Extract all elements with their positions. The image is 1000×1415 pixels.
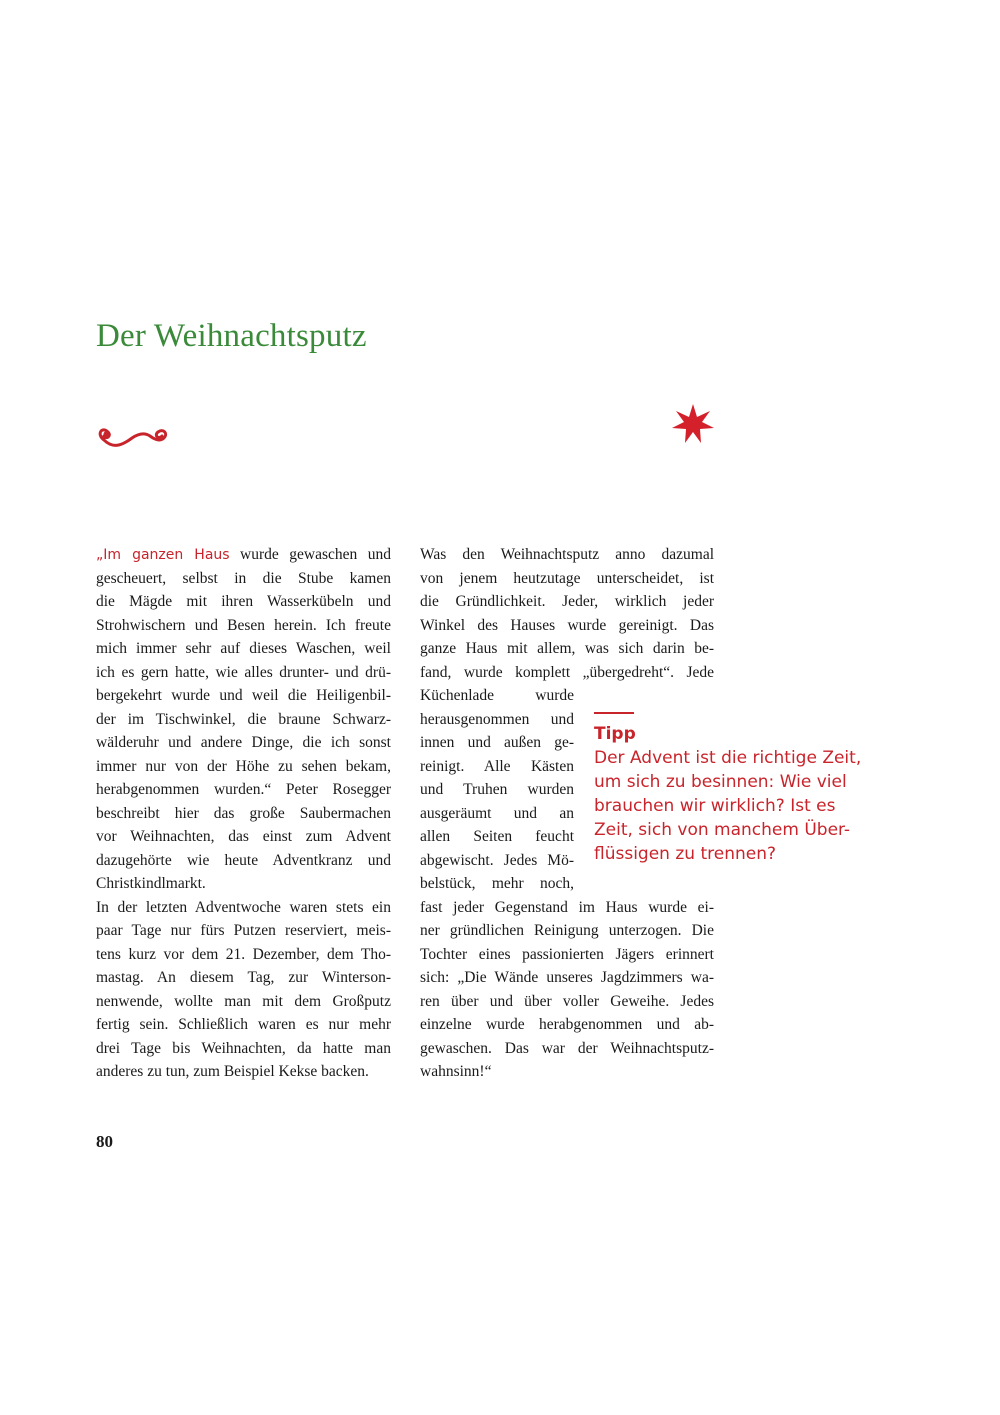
tip-line: brauchen wir wirklich? Ist es [594, 796, 836, 816]
text-line: vor Weihnachten, das einst zum Advent [96, 828, 391, 845]
text-line: Küchenlade wurde [420, 687, 574, 704]
tip-rule [594, 712, 634, 714]
text-line: der im Tischwinkel, die braune Schwarz- [96, 710, 391, 728]
text-line: die Mägde mit ihren Wasserkübeln und [96, 593, 391, 610]
text-line: Winkel des Hauses wurde gereinigt. Das [420, 616, 714, 634]
text-line: und Truhen wurden [420, 781, 574, 798]
tip-line: um sich zu besinnen: Wie viel [594, 772, 847, 792]
quote-highlight: „Im ganzen Haus [96, 547, 230, 563]
text-line: fertig sein. Schließlich waren es nur mehr [96, 1016, 391, 1033]
star-icon [670, 402, 716, 448]
text-line: belstück, mehr noch, [420, 875, 574, 892]
text-line: wahnsinn!“ [420, 1063, 492, 1080]
text-line: sich: „Die Wände unseres Jagdzimmers wa- [420, 969, 714, 986]
text-line: beschreibt hier das große Saubermachen [96, 804, 391, 822]
tip-box [594, 712, 894, 866]
text-line: von jenem heutzutage unterscheidet, ist [420, 569, 714, 587]
text-line: die Gründlichkeit. Jeder, wirklich jeder [420, 593, 714, 610]
swirl-ornament-icon [94, 424, 170, 454]
text-line: wälderuhr und andere Dinge, die ich sonst [96, 734, 391, 751]
tip-line: flüssigen zu trennen? [594, 844, 776, 864]
body-column-left [96, 543, 391, 1084]
text-line: immer nur von der Höhe zu sehen bekam, [96, 757, 391, 775]
text-line: Was den Weihnachtsputz anno dazumal [420, 546, 714, 563]
page-title: Der Weihnachtsputz [96, 318, 367, 354]
text-line: fand, wurde komplett „übergedreht“. Jede [420, 663, 714, 681]
text-line: ganze Haus mit allem, was sich darin be- [420, 640, 714, 657]
text-line: Christkindlmarkt. [96, 875, 206, 892]
text-line: Tochter eines passionierten Jägers erinnert [420, 945, 714, 963]
text-line: gewaschen. Das war der Weihnachtsputz- [420, 1039, 714, 1057]
text-line: reinigt. Alle Kästen [420, 757, 574, 775]
text-line: bergekehrt wurde und weil die Heiligenbil- [96, 687, 391, 704]
text-line: allen Seiten feucht [420, 828, 574, 845]
text-line: anderes zu tun, zum Beispiel Kekse backen. [96, 1063, 369, 1080]
text-line: In der letzten Adventwoche waren stets ein [96, 898, 391, 916]
text-line: ren über und über voller Geweihe. Jedes [420, 992, 714, 1010]
text-line: tens kurz vor dem 21. Dezember, dem Tho- [96, 945, 391, 963]
tip-line: Der Advent ist die richtige Zeit, [594, 748, 862, 768]
text-line: herabgenommen wurden.“ Peter Rosegger [96, 781, 391, 798]
text-line: ner gründlichen Reinigung unterzogen. Die [420, 922, 714, 939]
text-line: drei Tage bis Weihnachten, da hatte man [96, 1039, 391, 1057]
text-line: dazugehörte wie heute Adventkranz und [96, 851, 391, 869]
text-line: einzelne wurde herabgenommen und ab- [420, 1016, 714, 1033]
page-number: 80 [96, 1132, 113, 1151]
text-line: ausgeräumt und an [420, 804, 574, 822]
text-line: „Im ganzen Haus wurde gewaschen und [96, 546, 391, 563]
text-line: fast jeder Gegenstand im Haus wurde ei- [420, 898, 714, 916]
text-line: Strohwischern und Besen herein. Ich freute [96, 616, 391, 634]
text-line: herausgenommen und [420, 710, 574, 728]
text-line: gescheuert, selbst in die Stube kamen [96, 569, 391, 587]
text-line: innen und außen ge- [420, 734, 574, 751]
tip-label: Tipp [594, 724, 636, 744]
tip-line: Zeit, sich von manchem Über- [594, 820, 851, 840]
text-line: paar Tage nur fürs Putzen reserviert, meis- [96, 922, 391, 939]
text-line: ich es gern hatte, wie alles drunter- und drü- [96, 663, 391, 681]
text-line: abgewischt. Jedes Mö- [420, 851, 574, 869]
text-line: mich immer sehr auf dieses Waschen, weil [96, 640, 391, 657]
text-line: mastag. An diesem Tag, zur Winterson- [96, 969, 391, 986]
text-line: nenwende, wollte man mit dem Großputz [96, 992, 391, 1010]
